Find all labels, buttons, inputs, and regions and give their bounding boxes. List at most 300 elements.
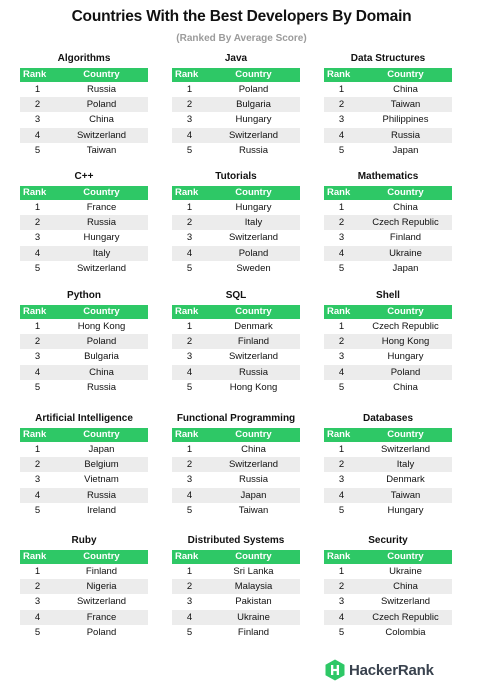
country-column-header: Country — [207, 428, 300, 442]
rank-column-header: Rank — [324, 428, 359, 442]
rank-cell: 3 — [324, 594, 359, 609]
country-cell: Hungary — [359, 503, 452, 518]
country-cell: Italy — [359, 457, 452, 472]
domain-table-artificial-intelligence — [20, 412, 148, 518]
country-cell: Hong Kong — [207, 380, 300, 395]
country-cell: Japan — [359, 143, 452, 158]
table-row — [172, 442, 300, 457]
table-row — [20, 472, 148, 487]
domain-table-mathematics — [324, 170, 452, 276]
rank-column-header: Rank — [324, 305, 359, 319]
country-column-header: Country — [55, 550, 148, 564]
table-row — [324, 261, 452, 276]
table-row — [172, 261, 300, 276]
country-cell: Hong Kong — [359, 334, 452, 349]
domain-title: Distributed Systems — [187, 535, 285, 546]
country-cell: France — [55, 610, 148, 625]
rank-column-header: Rank — [324, 550, 359, 564]
rank-cell: 3 — [324, 349, 359, 364]
country-cell: Finland — [55, 564, 148, 579]
rank-cell: 3 — [172, 230, 207, 245]
country-cell: Switzerland — [55, 128, 148, 143]
brand-name: HackerRank — [349, 661, 434, 679]
rank-cell: 2 — [324, 579, 359, 594]
country-cell: Ukraine — [359, 246, 452, 261]
country-cell: Bulgaria — [207, 97, 300, 112]
table-row — [324, 625, 452, 640]
rank-cell: 5 — [20, 625, 55, 640]
country-column-header: Country — [359, 68, 452, 82]
country-cell: Czech Republic — [359, 215, 452, 230]
rank-cell: 3 — [20, 230, 55, 245]
table-row — [20, 442, 148, 457]
domain-title: Databases — [362, 413, 414, 424]
country-cell: Switzerland — [359, 594, 452, 609]
table-row — [172, 349, 300, 364]
country-cell: Switzerland — [55, 261, 148, 276]
table-row — [20, 334, 148, 349]
country-column-header: Country — [207, 186, 300, 200]
table-row — [20, 200, 148, 215]
ranking-table — [324, 186, 452, 276]
country-cell: China — [55, 112, 148, 127]
rank-cell: 2 — [324, 97, 359, 112]
table-row — [20, 503, 148, 518]
country-cell: China — [359, 200, 452, 215]
rank-cell: 1 — [172, 319, 207, 334]
table-header-row — [172, 186, 300, 200]
rank-column-header: Rank — [172, 186, 207, 200]
rank-cell: 5 — [20, 503, 55, 518]
country-cell: Ukraine — [359, 564, 452, 579]
country-cell: Italy — [207, 215, 300, 230]
table-row — [324, 579, 452, 594]
rank-cell: 3 — [20, 594, 55, 609]
rank-cell: 5 — [20, 380, 55, 395]
country-cell: Belgium — [55, 457, 148, 472]
country-cell: France — [55, 200, 148, 215]
rank-cell: 1 — [20, 319, 55, 334]
country-cell: Hungary — [207, 200, 300, 215]
table-row — [172, 215, 300, 230]
rank-column-header: Rank — [172, 428, 207, 442]
table-row — [324, 200, 452, 215]
country-cell: Hong Kong — [55, 319, 148, 334]
rank-cell: 4 — [324, 128, 359, 143]
rank-cell: 1 — [172, 200, 207, 215]
rank-column-header: Rank — [172, 68, 207, 82]
country-column-header: Country — [359, 305, 452, 319]
table-row — [172, 488, 300, 503]
rank-cell: 3 — [20, 349, 55, 364]
rank-cell: 3 — [172, 112, 207, 127]
rank-cell: 1 — [324, 442, 359, 457]
country-column-header: Country — [359, 428, 452, 442]
rank-cell: 1 — [20, 564, 55, 579]
rank-cell: 1 — [324, 82, 359, 97]
ranking-table — [324, 550, 452, 640]
country-cell: Vietnam — [55, 472, 148, 487]
rank-cell: 4 — [324, 488, 359, 503]
table-row — [172, 579, 300, 594]
rank-cell: 2 — [172, 579, 207, 594]
country-cell: Switzerland — [207, 230, 300, 245]
country-cell: Japan — [359, 261, 452, 276]
table-header-row — [20, 68, 148, 82]
domain-title: Algorithms — [57, 53, 111, 64]
rank-cell: 5 — [20, 143, 55, 158]
rank-column-header: Rank — [324, 68, 359, 82]
country-cell: Denmark — [359, 472, 452, 487]
country-cell: China — [359, 82, 452, 97]
rank-cell: 2 — [20, 457, 55, 472]
table-row — [20, 215, 148, 230]
table-row — [172, 246, 300, 261]
rank-column-header: Rank — [20, 550, 55, 564]
table-row — [172, 97, 300, 112]
rank-cell: 2 — [172, 334, 207, 349]
country-cell: Finland — [207, 625, 300, 640]
table-row — [172, 128, 300, 143]
ranking-table — [20, 550, 148, 640]
table-row — [324, 564, 452, 579]
rank-cell: 2 — [20, 579, 55, 594]
hackerrank-hexagon-logo-icon — [325, 659, 345, 681]
table-row — [20, 488, 148, 503]
table-row — [324, 488, 452, 503]
table-row — [324, 82, 452, 97]
country-cell: Hungary — [55, 230, 148, 245]
table-row — [20, 230, 148, 245]
country-column-header: Country — [359, 550, 452, 564]
table-header-row — [20, 428, 148, 442]
rank-column-header: Rank — [20, 186, 55, 200]
table-row — [20, 365, 148, 380]
ranking-table — [172, 550, 300, 640]
table-row — [172, 200, 300, 215]
country-cell: Poland — [55, 334, 148, 349]
country-cell: Czech Republic — [359, 610, 452, 625]
table-row — [172, 365, 300, 380]
country-cell: Hungary — [359, 349, 452, 364]
table-row — [324, 143, 452, 158]
country-column-header: Country — [55, 68, 148, 82]
rank-cell: 2 — [20, 97, 55, 112]
hackerrank-logo — [325, 659, 434, 681]
rank-cell: 4 — [172, 246, 207, 261]
ranking-table — [20, 428, 148, 518]
table-row — [20, 610, 148, 625]
country-cell: Switzerland — [359, 442, 452, 457]
rank-cell: 3 — [324, 472, 359, 487]
country-cell: Russia — [207, 365, 300, 380]
domain-title: Shell — [376, 290, 400, 301]
rank-cell: 4 — [172, 488, 207, 503]
table-row — [324, 128, 452, 143]
country-cell: Taiwan — [55, 143, 148, 158]
country-cell: China — [359, 380, 452, 395]
table-row — [20, 319, 148, 334]
domain-title: Data Structures — [350, 53, 426, 64]
country-cell: Japan — [55, 442, 148, 457]
rank-cell: 1 — [324, 564, 359, 579]
table-row — [172, 112, 300, 127]
country-cell: Poland — [55, 625, 148, 640]
table-row — [324, 472, 452, 487]
rank-cell: 1 — [20, 82, 55, 97]
table-header-row — [324, 186, 452, 200]
table-row — [20, 112, 148, 127]
country-cell: Japan — [207, 488, 300, 503]
rank-cell: 5 — [324, 143, 359, 158]
rank-cell: 4 — [20, 610, 55, 625]
country-cell: Sri Lanka — [207, 564, 300, 579]
rank-cell: 2 — [324, 215, 359, 230]
rank-cell: 3 — [324, 112, 359, 127]
country-cell: Malaysia — [207, 579, 300, 594]
country-cell: Russia — [55, 488, 148, 503]
table-row — [324, 334, 452, 349]
country-cell: Nigeria — [55, 579, 148, 594]
rank-cell: 2 — [172, 457, 207, 472]
ranking-table — [20, 305, 148, 395]
domain-table-databases — [324, 412, 452, 518]
domain-table-sql — [172, 289, 300, 395]
rank-column-header: Rank — [20, 68, 55, 82]
rank-cell: 4 — [172, 128, 207, 143]
table-row — [20, 457, 148, 472]
table-row — [324, 246, 452, 261]
table-row — [172, 319, 300, 334]
country-cell: Philippines — [359, 112, 452, 127]
country-cell: Poland — [55, 97, 148, 112]
country-cell: Pakistan — [207, 594, 300, 609]
country-cell: Sweden — [207, 261, 300, 276]
table-row — [172, 564, 300, 579]
country-cell: Poland — [207, 82, 300, 97]
table-row — [20, 625, 148, 640]
rank-cell: 5 — [324, 503, 359, 518]
table-row — [172, 503, 300, 518]
table-header-row — [20, 550, 148, 564]
rank-cell: 3 — [20, 472, 55, 487]
table-row — [20, 349, 148, 364]
rank-cell: 2 — [20, 334, 55, 349]
domain-title: Tutorials — [215, 171, 257, 182]
country-cell: Switzerland — [55, 594, 148, 609]
country-cell: Taiwan — [359, 97, 452, 112]
table-row — [20, 82, 148, 97]
country-cell: Taiwan — [359, 488, 452, 503]
table-header-row — [20, 305, 148, 319]
rank-cell: 3 — [172, 594, 207, 609]
table-header-row — [324, 305, 452, 319]
table-row — [172, 610, 300, 625]
rank-cell: 5 — [20, 261, 55, 276]
ranking-table — [172, 428, 300, 518]
table-row — [324, 380, 452, 395]
domain-title: Functional Programming — [176, 413, 296, 424]
table-row — [324, 230, 452, 245]
rank-cell: 5 — [324, 380, 359, 395]
domain-table-functional-programming — [172, 412, 300, 518]
table-row — [324, 365, 452, 380]
domain-table-tutorials — [172, 170, 300, 276]
rank-cell: 3 — [172, 472, 207, 487]
ranking-table — [172, 186, 300, 276]
table-row — [172, 230, 300, 245]
rank-cell: 1 — [20, 200, 55, 215]
table-row — [324, 457, 452, 472]
country-cell: Bulgaria — [55, 349, 148, 364]
country-cell: Hungary — [207, 112, 300, 127]
table-header-row — [20, 186, 148, 200]
country-cell: China — [359, 579, 452, 594]
table-row — [324, 319, 452, 334]
page-title: Countries With the Best Developers By Domain — [71, 8, 412, 25]
rank-cell: 2 — [172, 215, 207, 230]
rank-cell: 3 — [20, 112, 55, 127]
country-cell: Russia — [55, 380, 148, 395]
country-cell: Russia — [55, 215, 148, 230]
ranking-table — [20, 186, 148, 276]
rank-cell: 1 — [324, 200, 359, 215]
domain-title: Java — [224, 53, 248, 64]
rank-cell: 4 — [20, 365, 55, 380]
domain-title: Security — [368, 535, 408, 546]
table-header-row — [172, 550, 300, 564]
domain-title: Python — [67, 290, 101, 301]
country-column-header: Country — [207, 68, 300, 82]
domain-table-algorithms — [20, 52, 148, 158]
domain-title: Artificial Intelligence — [35, 413, 133, 424]
rank-cell: 3 — [172, 349, 207, 364]
table-row — [20, 143, 148, 158]
table-header-row — [172, 305, 300, 319]
table-row — [20, 246, 148, 261]
country-column-header: Country — [359, 186, 452, 200]
rank-cell: 4 — [324, 365, 359, 380]
country-cell: China — [207, 442, 300, 457]
table-row — [20, 579, 148, 594]
country-cell: Switzerland — [207, 457, 300, 472]
ranking-table — [324, 428, 452, 518]
rank-cell: 3 — [324, 230, 359, 245]
rank-cell: 5 — [172, 625, 207, 640]
table-row — [324, 349, 452, 364]
rank-cell: 2 — [20, 215, 55, 230]
table-header-row — [324, 550, 452, 564]
page-subtitle: (Ranked By Average Score) — [176, 33, 307, 44]
domain-title: Mathematics — [357, 171, 419, 182]
rank-cell: 2 — [172, 97, 207, 112]
table-row — [172, 82, 300, 97]
table-header-row — [172, 428, 300, 442]
table-row — [324, 215, 452, 230]
table-row — [324, 97, 452, 112]
rank-cell: 5 — [172, 143, 207, 158]
table-row — [172, 472, 300, 487]
table-row — [20, 594, 148, 609]
rank-cell: 5 — [324, 261, 359, 276]
table-row — [172, 457, 300, 472]
table-row — [20, 380, 148, 395]
table-header-row — [172, 68, 300, 82]
country-cell: Russia — [359, 128, 452, 143]
rank-column-header: Rank — [20, 428, 55, 442]
country-cell: Switzerland — [207, 349, 300, 364]
rank-cell: 1 — [324, 319, 359, 334]
table-row — [20, 128, 148, 143]
country-cell: Ukraine — [207, 610, 300, 625]
country-cell: Colombia — [359, 625, 452, 640]
country-column-header: Country — [55, 428, 148, 442]
rank-cell: 1 — [172, 564, 207, 579]
country-column-header: Country — [55, 186, 148, 200]
ranking-table — [172, 68, 300, 158]
table-row — [324, 112, 452, 127]
country-column-header: Country — [207, 550, 300, 564]
country-cell: Russia — [207, 472, 300, 487]
rank-cell: 1 — [172, 82, 207, 97]
rank-cell: 5 — [172, 503, 207, 518]
rank-cell: 2 — [324, 457, 359, 472]
domain-table-distributed-systems — [172, 534, 300, 640]
table-row — [324, 442, 452, 457]
country-column-header: Country — [55, 305, 148, 319]
country-column-header: Country — [207, 305, 300, 319]
rank-cell: 5 — [172, 380, 207, 395]
rank-cell: 2 — [324, 334, 359, 349]
rank-cell: 1 — [172, 442, 207, 457]
domain-table-shell — [324, 289, 452, 395]
ranking-table — [324, 305, 452, 395]
rank-column-header: Rank — [324, 186, 359, 200]
domain-table-ruby — [20, 534, 148, 640]
rank-column-header: Rank — [172, 550, 207, 564]
rank-cell: 4 — [324, 610, 359, 625]
rank-cell: 5 — [324, 625, 359, 640]
domain-title: SQL — [225, 290, 247, 301]
table-row — [172, 334, 300, 349]
country-cell: Denmark — [207, 319, 300, 334]
rank-cell: 4 — [172, 365, 207, 380]
rank-cell: 5 — [172, 261, 207, 276]
table-row — [324, 503, 452, 518]
country-cell: Ireland — [55, 503, 148, 518]
country-cell: Poland — [207, 246, 300, 261]
table-header-row — [324, 428, 452, 442]
domain-title: Ruby — [71, 535, 97, 546]
table-row — [20, 97, 148, 112]
table-row — [20, 261, 148, 276]
rank-column-header: Rank — [20, 305, 55, 319]
rank-cell: 4 — [20, 488, 55, 503]
rank-cell: 4 — [324, 246, 359, 261]
domain-table-security — [324, 534, 452, 640]
table-header-row — [324, 68, 452, 82]
rank-cell: 4 — [172, 610, 207, 625]
country-cell: Poland — [359, 365, 452, 380]
rank-column-header: Rank — [172, 305, 207, 319]
domain-table-java — [172, 52, 300, 158]
country-cell: Finland — [207, 334, 300, 349]
rank-cell: 4 — [20, 246, 55, 261]
ranking-table — [324, 68, 452, 158]
table-row — [20, 564, 148, 579]
table-row — [324, 610, 452, 625]
rank-cell: 4 — [20, 128, 55, 143]
